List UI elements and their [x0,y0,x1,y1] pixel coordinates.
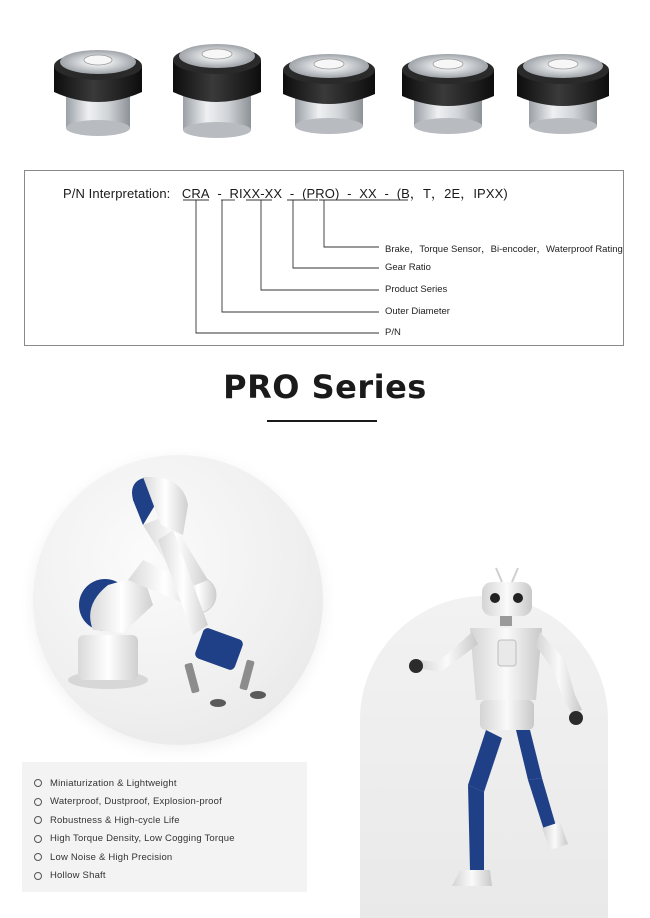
pn-legend-gear-ratio: Gear Ratio [385,262,431,273]
actuator-image-5 [513,30,613,150]
feature-item [34,848,307,867]
circle-bullet-icon [34,872,42,880]
circle-bullet-icon [34,779,42,787]
pn-segment-options: (B，T，2E，IPXX) [396,186,508,201]
pn-separator: - [347,186,352,201]
pn-legend-options: Brake，Torque Sensor，Bi-encoder，Waterproof Rating [385,244,623,255]
actuator-image-1 [48,30,148,150]
pn-interpretation-label: P/N Interpretation: [63,186,171,201]
circle-bullet-icon [34,835,42,843]
actuator-image-3 [279,30,379,150]
feature-text: High Torque Density, Low Cogging Torque [50,833,235,845]
robot-arm-image [33,455,323,745]
pn-separator: - [384,186,389,201]
pn-segment-diameter: RIXX-XX [229,186,283,201]
features-panel [22,762,307,892]
circle-bullet-icon [34,798,42,806]
feature-text: Robustness & High-cycle Life [50,814,180,826]
feature-item [34,830,307,849]
pn-segment-ratio: XX [359,186,377,201]
circle-bullet-icon [34,816,42,824]
pn-legend-outer-diameter: Outer Diameter [385,306,450,317]
feature-item [34,793,307,812]
pn-legend-pn: P/N [385,327,401,338]
pn-separator: - [289,186,295,201]
pn-segment-series: (PRO) [302,186,340,201]
feature-text: Waterproof, Dustproof, Explosion-proof [50,796,222,808]
pn-legend-product-series: Product Series [385,284,448,295]
actuator-image-2 [167,30,267,150]
feature-item [34,867,307,886]
series-title: PRO Series [223,368,427,406]
pn-separator: - [217,186,222,201]
title-underline [267,420,377,422]
pn-segment-cra: CRA [181,186,210,201]
features-list [22,762,307,885]
feature-text: Low Noise & High Precision [50,851,173,863]
humanoid-robot-image [360,560,620,910]
feature-item [34,774,307,793]
feature-text: Miniaturization & Lightweight [50,777,177,789]
actuator-gallery [0,30,650,150]
actuator-image-4 [398,30,498,150]
pn-leader-lines [25,171,625,347]
circle-bullet-icon [34,853,42,861]
feature-text: Hollow Shaft [50,870,106,882]
feature-item [34,811,307,830]
pn-interpretation-box [24,170,624,346]
